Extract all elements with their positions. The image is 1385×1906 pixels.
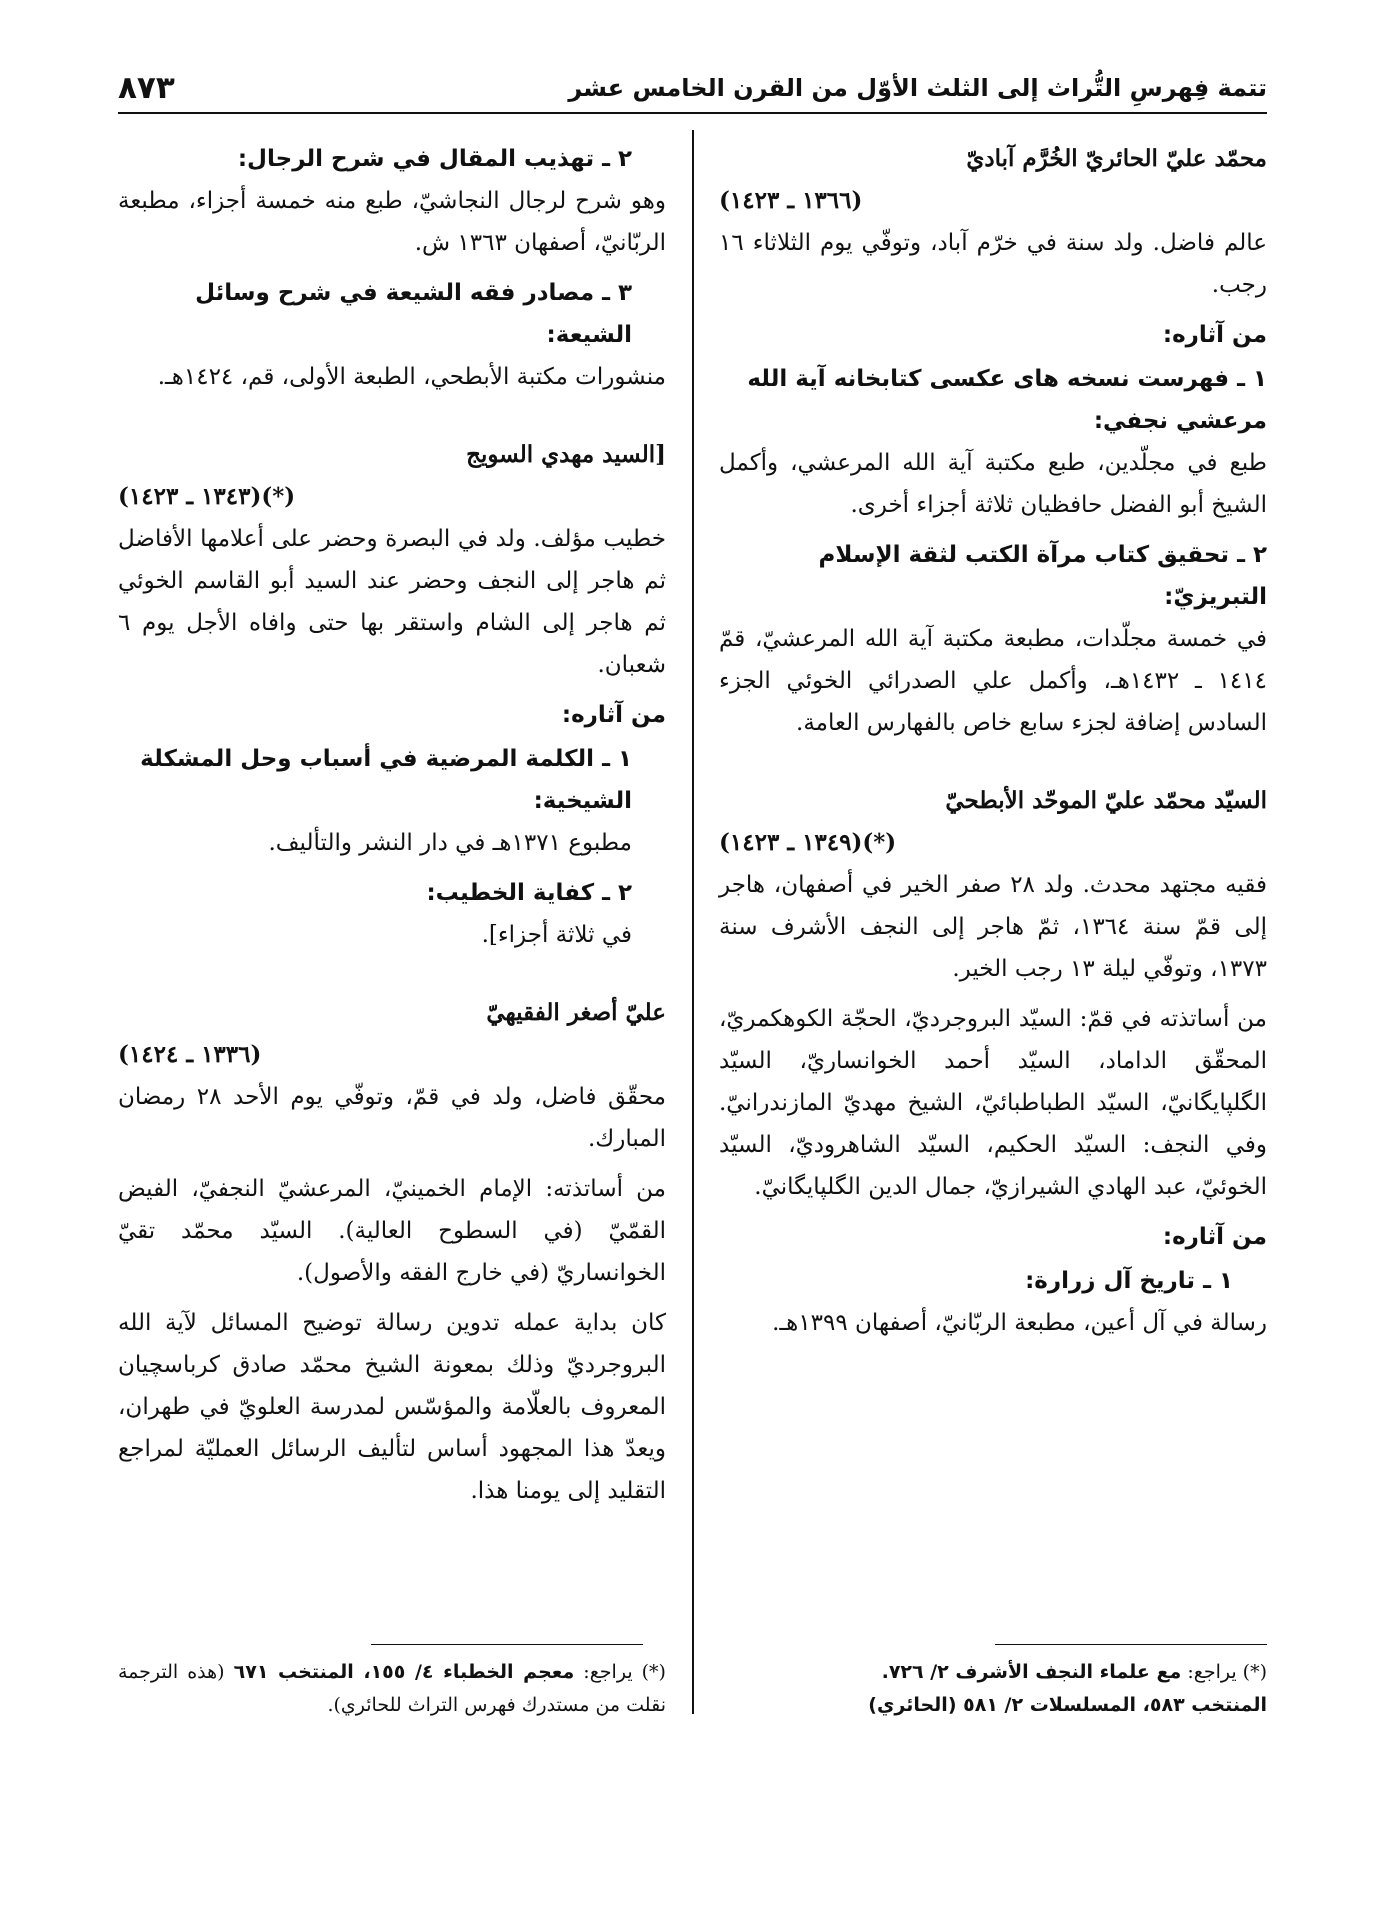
entry-name: السيّد محمّد عليّ الموحّد الأبطحيّ xyxy=(945,787,1267,814)
footnote-marker: (*) xyxy=(1242,1661,1267,1683)
work-title: ٢ ـ تهذيب المقال في شرح الرجال: xyxy=(237,146,632,172)
work-description: في خمسة مجلّدات، مطبعة مكتبة آية الله المرعشيّ، قمّ ١٤١٤ ـ ١٤٣٢هـ، وأكمل علي الصدرائي الخوئي الجزء السادس إضافة لجزء سابع خاص بالفهارس العامة. xyxy=(719,626,1267,736)
work-title: ٢ ـ كفاية الخطيب: xyxy=(426,880,632,906)
entry-bio: خطيب مؤلف. ولد في البصرة وحضر على أعلامها الأفاضل ثم هاجر إلى النجف وحضر عند السيد أبو القاسم الخوئي ثم هاجر إلى الشام واستقر بها حتى وافاه الأجل يوم ٦ شعبان. xyxy=(118,526,666,678)
work-title: ٢ ـ تحقيق كتاب مرآة الكتب لثقة الإسلام التبريزيّ: xyxy=(818,542,1267,610)
page-number: ٨٧٣ xyxy=(118,70,175,106)
work-description: في ثلاثة أجزاء]. xyxy=(481,922,632,948)
footnote-source: معجم الخطباء ٤/ ١٥٥، المنتخب ٦٧١ xyxy=(233,1661,575,1683)
entry-abtahi xyxy=(719,780,1267,1344)
entry-teachers: من أساتذته في قمّ: السيّد البروجرديّ، الحجّة الكوهكمريّ، المحقّق الداماد، السيّد أحمد الخوانساريّ، السيّد الگلپايگانيّ، السيّد الطباطبائيّ، الشيخ مهديّ المازندرانيّ. وفي النجف: السيّد الحكيم، السيّد الشاهروديّ، السيّد الخوئيّ، عبد الهادي الشيرازيّ، جمال الدين الگلپايگانيّ. xyxy=(719,1006,1267,1200)
entry-bio: فقيه مجتهد محدث. ولد ٢٨ صفر الخير في أصفهان، هاجر إلى قمّ سنة ١٣٦٤، ثمّ هاجر إلى النجف الأشرف سنة ١٣٧٣، وتوفّي ليلة ١٣ رجب الخير. xyxy=(719,872,1267,982)
footnote-rule xyxy=(995,1644,1267,1645)
work-description: مطبوع ١٣٧١هـ في دار النشر والتأليف. xyxy=(268,830,632,856)
footnote-source: المنتخب ٥٨٣، المسلسلات ٢/ ٥٨١ (الحائري) xyxy=(868,1694,1267,1716)
footnote-prefix: يراجع: xyxy=(583,1661,633,1683)
footnote-marker: (*) xyxy=(641,1661,666,1683)
work-description: طبع في مجلّدين، طبع مكتبة آية الله المرعشي، وأكمل الشيخ أبو الفضل حافظيان ثلاثة أجزاء أخرى. xyxy=(719,450,1267,518)
entry-abtahi-continued xyxy=(118,138,666,398)
work-title: ١ ـ تاريخ آل زرارة: xyxy=(1025,1268,1233,1294)
work-title: ٣ ـ مصادر فقه الشيعة في شرح وسائل الشيعة: xyxy=(195,280,632,348)
entry-dates: (١٣٦٦ ـ ١٤٢٣) xyxy=(719,187,863,214)
entry-dates: (١٣٣٦ ـ ١٤٢٤) xyxy=(118,1041,262,1068)
entry-name: عليّ أصغر الفقيهيّ xyxy=(486,999,666,1026)
entry-dates: (١٣٤٣ ـ ١٤٢٣)(*) xyxy=(118,483,296,510)
entry-name: محمّد عليّ الحائريّ الخُرَّم آباديّ xyxy=(966,145,1267,172)
footnote-left xyxy=(118,1656,666,1722)
footnote-prefix: يراجع: xyxy=(1187,1661,1237,1683)
footnote-rule xyxy=(371,1644,643,1645)
works-heading: من آثاره: xyxy=(561,702,666,728)
entry-note: كان بداية عمله تدوين رسالة توضيح المسائل لآية الله البروجرديّ وذلك بمعونة الشيخ محمّد صادق كرباسچيان المعروف بالعلّامة والمؤسّس لمدرسة العلويّ في طهران، ويعدّ هذا المجهود أساس لتأليف الرسائل العمليّة لمراجع التقليد إلى يومنا هذا. xyxy=(118,1310,666,1504)
right-column xyxy=(719,138,1267,1352)
entry-suwaij xyxy=(118,434,666,956)
works-heading: من آثاره: xyxy=(1162,1224,1267,1250)
work-title: ١ ـ فهرست نسخه هاى عكسى كتابخانه آية الله مرعشي نجفي: xyxy=(747,366,1267,434)
column-divider xyxy=(692,130,694,1714)
page-header xyxy=(118,70,1267,110)
entry-bio: عالم فاضل. ولد سنة في خرّم آباد، وتوفّي يوم الثلاثاء ١٦ رجب. xyxy=(719,230,1267,298)
entry-name: [السيد مهدي السويج xyxy=(466,441,666,468)
entry-faqihi xyxy=(118,992,666,1512)
entry-teachers: من أساتذته: الإمام الخمينيّ، المرعشيّ النجفيّ، الفيض القمّيّ (في السطوح العالية). السيّد محمّد تقيّ الخوانساريّ (في خارج الفقه والأصول). xyxy=(118,1176,666,1286)
work-title: ١ ـ الكلمة المرضية في أسباب وحل المشكلة الشيخية: xyxy=(140,746,632,814)
entry-hairi xyxy=(719,138,1267,744)
work-description: رسالة في آل أعين، مطبعة الربّانيّ، أصفهان ١٣٩٩هـ. xyxy=(772,1310,1267,1336)
running-title: تتمة فِهرسِ التُّراث إلى الثلث الأوّل من القرن الخامس عشر xyxy=(568,74,1267,102)
left-column xyxy=(118,138,666,1520)
footnote-note: (هذه الترجمة نقلت من مستدرك فهرس التراث للحائري). xyxy=(118,1661,666,1716)
entry-bio: محقّق فاضل، ولد في قمّ، وتوفّي يوم الأحد ٢٨ رمضان المبارك. xyxy=(118,1084,666,1152)
footnote-source: مع علماء النجف الأشرف ٢/ ٧٢٦. xyxy=(881,1661,1182,1683)
work-description: منشورات مكتبة الأبطحي، الطبعة الأولى، قم، ١٤٢٤هـ. xyxy=(157,364,666,390)
entry-dates: (١٣٤٩ ـ ١٤٢٣)(*) xyxy=(719,829,897,856)
footnote-right xyxy=(719,1656,1267,1722)
work-description: وهو شرح لرجال النجاشيّ، طبع منه خمسة أجزاء، مطبعة الربّانيّ، أصفهان ١٣٦٣ ش. xyxy=(118,188,666,256)
works-heading: من آثاره: xyxy=(1162,322,1267,348)
header-rule xyxy=(118,112,1267,114)
